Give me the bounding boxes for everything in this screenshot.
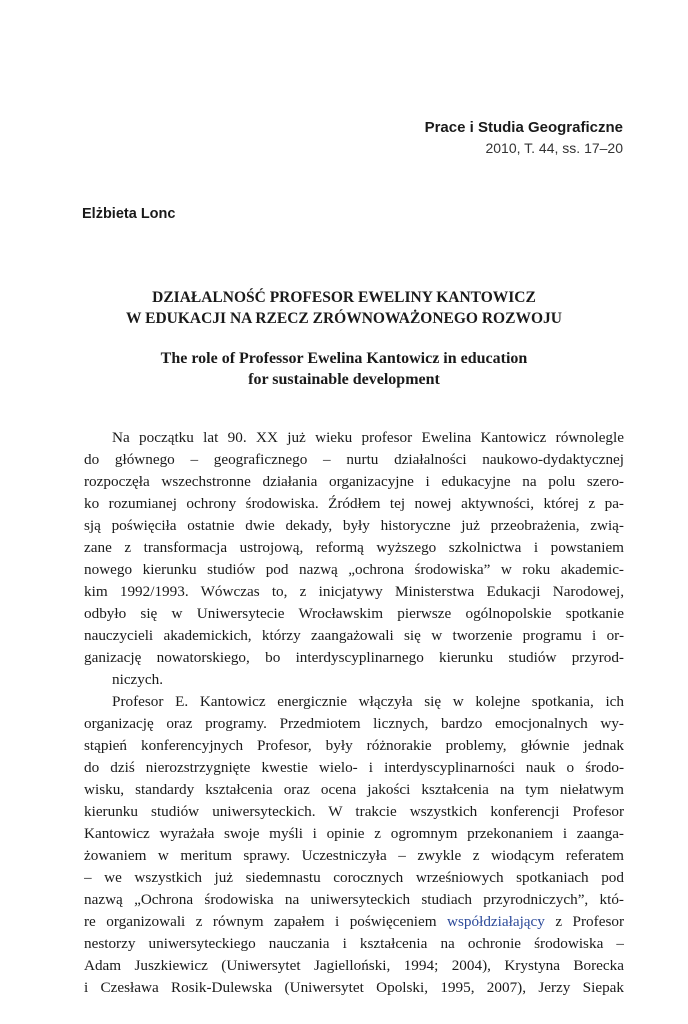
text-line: nazwą „Ochrona środowiska na uniwersyteckich studiach przyrodniczych”, któ-	[84, 891, 624, 908]
journal-header	[425, 118, 623, 158]
text-line: kim 1992/1993. Wówczas to, z inicjatywy Ministerstwa Edukacji Narodowej,	[84, 583, 624, 600]
body-text	[84, 427, 624, 999]
text-line: i Czesława Rosik-Dulewska (Uniwersytet Opolski, 1995, 2007), Jerzy Siepak	[84, 979, 624, 996]
text-line: Profesor E. Kantowicz energicznie włączyła się w kolejne spotkania, ich	[112, 693, 624, 710]
text-line: wisku, standardy kształcenia oraz ocena jakości kształcenia na tym niełatwym	[84, 781, 624, 798]
text-line: – we wszystkich już siedemnastu corocznych wrześniowych spotkaniach pod	[84, 869, 624, 886]
text-line: żowaniem w meritum sprawy. Uczestniczyła – zwykle z wiodącym referatem	[84, 847, 624, 864]
text-line: do dziś nierozstrzygnięte kwestie wielo- i interdyscyplinarności nauk o środo-	[84, 759, 624, 776]
journal-info: 2010, T. 44, ss. 17–20	[485, 140, 623, 156]
text-segment: z Profesor	[544, 913, 624, 930]
text-line: odbyło się w Uniwersytecie Wrocławskim pierwsze ogólnopolskie spotkanie	[84, 605, 624, 622]
article-title-english	[60, 348, 628, 390]
text-line: nauczycieli akademickich, którzy zaangażowali się w tworzenie programu i or-	[84, 627, 624, 644]
text-line-with-highlight	[84, 911, 624, 933]
title-en-line: The role of Professor Ewelina Kantowicz in education	[160, 350, 528, 367]
text-line: sją poświęciła ostatnie dwie dekady, były historyczne już przeobrażenia, zwią-	[84, 517, 624, 534]
text-line: Adam Juszkiewicz (Uniwersytet Jagielloński, 1994; 2004), Krystyna Borecka	[84, 957, 624, 974]
text-line: kierunku studiów uniwersyteckich. W trakcie wszystkich konferencji Profesor	[84, 803, 624, 820]
text-line: ganizację nowatorskiego, bo interdyscyplinarnego kierunku studiów przyrod-	[84, 649, 624, 666]
paragraph-1	[84, 427, 624, 691]
article-title-polish	[60, 287, 628, 329]
journal-name: Prace i Studia Geograficzne	[424, 119, 623, 136]
title-pl-line: DZIAŁALNOŚĆ PROFESOR EWELINY KANTOWICZ	[152, 289, 536, 306]
text-line: rozpoczęła wszechstronne działania organizacyjne i edukacyjne na polu szero-	[84, 473, 624, 490]
text-line: organizację oraz programy. Przedmiotem licznych, bardzo emocjonalnych wy-	[84, 715, 624, 732]
text-line: ko rozumianej ochrony środowiska. Źródłem tej nowej aktywności, której z pa-	[84, 495, 624, 512]
highlighted-word: współdziałający	[447, 913, 545, 930]
text-line: nestorzy uniwersyteckiego nauczania i kształcenia na ochronie środowiska –	[84, 935, 624, 952]
text-line: zane z transformacja ustrojową, reformą wyższego szkolnictwa i powstaniem	[84, 539, 624, 556]
paragraph-2	[84, 691, 624, 999]
text-line: Na początku lat 90. XX już wieku profesor Ewelina Kantowicz równolegle	[112, 429, 624, 446]
text-line: stąpień konferencyjnych Profesor, były różnorakie problemy, głównie jednak	[84, 737, 624, 754]
author-name: Elżbieta Lonc	[82, 206, 176, 222]
text-line: nowego kierunku studiów pod nazwą „ochrona środowiska” w roku akademic-	[84, 561, 624, 578]
text-line: niczych.	[112, 671, 164, 688]
text-segment: re organizowali z równym zapałem i poświęceniem	[84, 913, 448, 930]
text-line: do głównego – geograficznego – nurtu działalności naukowo-dydaktycznej	[84, 451, 624, 468]
title-en-line: for sustainable development	[248, 371, 440, 388]
title-pl-line: W EDUKACJI NA RZECZ ZRÓWNOWAŻONEGO ROZWOJU	[126, 310, 562, 327]
text-line: Kantowicz wyrażała swoje myśli i opinie z ogromnym przekonaniem i zaanga-	[84, 825, 624, 842]
